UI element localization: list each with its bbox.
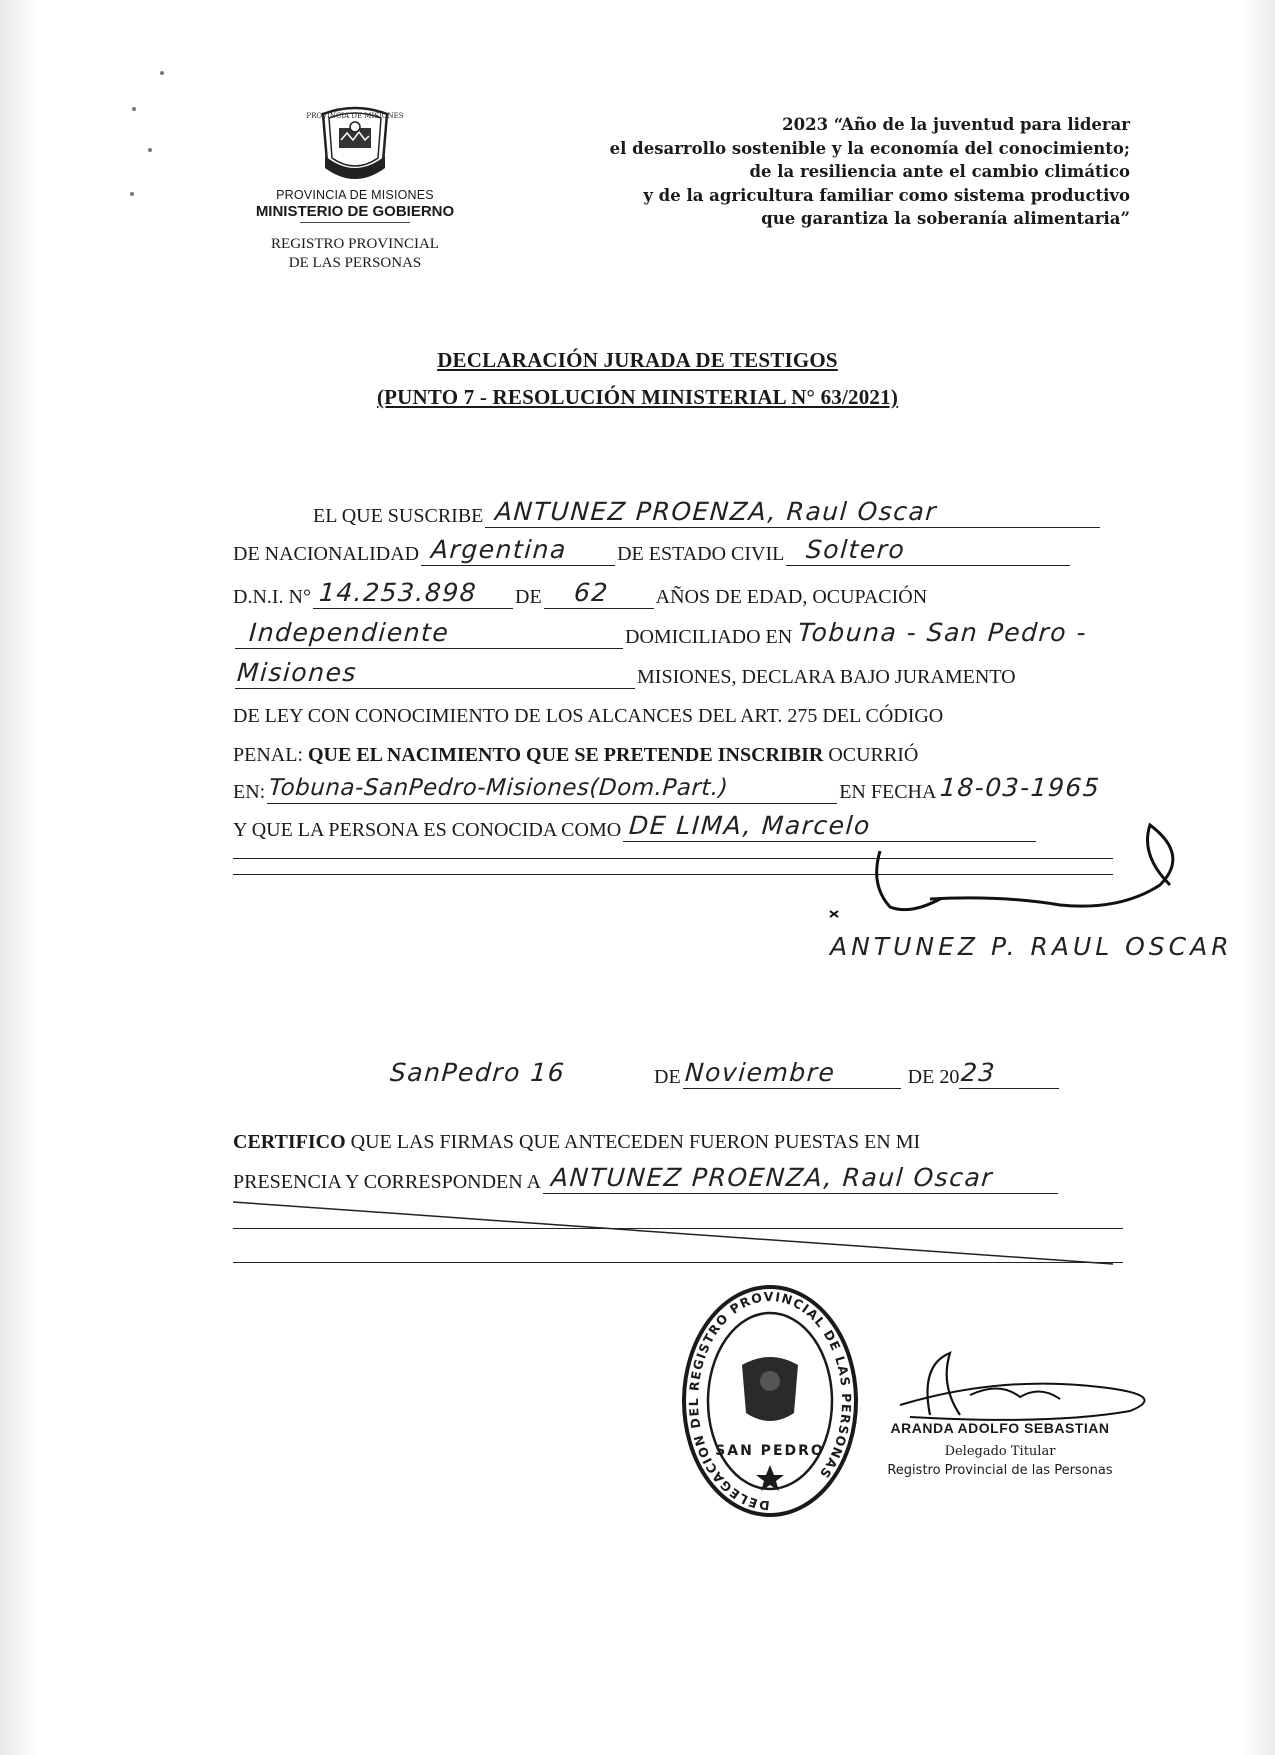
delegate-block [850, 1420, 1150, 1478]
scan-speck [160, 71, 164, 75]
declarant-name-field[interactable]: ANTUNEZ PROENZA, Raul Oscar [485, 497, 1100, 528]
birth-statement-row: PENAL: QUE EL NACIMIENTO QUE SE PRETENDE INSCRIBIR OCURRIÓ [233, 744, 919, 766]
birth-place-row: EN: Tobuna-SanPedro-Misiones(Dom.Part.) EN FECHA 18-03-1965 [233, 770, 1120, 804]
legal-text-row: DE LEY CON CONOCIMIENTO DE LOS ALCANCES DEL ART. 275 DEL CÓDIGO [233, 705, 944, 727]
scan-speck [132, 107, 136, 111]
cancel-stroke-icon [233, 1200, 1123, 1270]
delegate-office: Registro Provincial de las Personas [887, 1463, 1113, 1478]
scan-speck [130, 192, 134, 196]
certified-name-row: PRESENCIA Y CORRESPONDEN A ANTUNEZ PROENZA, Raul Oscar [233, 1160, 1060, 1194]
delegate-signature-icon [850, 1345, 1180, 1425]
certified-name-field[interactable]: ANTUNEZ PROENZA, Raul Oscar [543, 1163, 1058, 1194]
document-title: DECLARACIÓN JURADA DE TESTIGOS [437, 348, 838, 372]
declarant-name-row: EL QUE SUSCRIBE ANTUNEZ PROENZA, Raul Oscar [313, 494, 1102, 528]
svg-text:DELEGACION DEL REGISTRO PROVIN: DELEGACION DEL REGISTRO PROVINCIAL DE LAS PERSONAS [686, 1288, 855, 1514]
year-motto: 2023 “Año de la juventud para liderar el desarrollo sostenible y la economía del conocimiento; de la resiliencia ante el cambio climático y de la agricultura familiar como sistema productivo que garantiza la soberanía alimentaria” [609, 115, 1130, 228]
province-name: PROVINCIA DE MISIONES [276, 188, 434, 202]
date-row: SanPedro 16 DE Noviembre DE 20 23 [380, 1055, 1061, 1089]
nationality-row: DE NACIONALIDAD Argentina DE ESTADO CIVIL Soltero [233, 532, 1072, 566]
birth-date-field[interactable]: 18-03-1965 [939, 773, 1102, 802]
civil-status-field[interactable]: Soltero [786, 535, 1070, 566]
declarant-signature-icon [820, 815, 1220, 925]
scan-speck [148, 148, 152, 152]
birth-place-field[interactable]: Tobuna-SanPedro-Misiones(Dom.Part.) [267, 773, 837, 804]
known-as-row: Y QUE LA PERSONA ES CONOCIDA COMO DE LIMA, Marcelo [233, 808, 1038, 842]
month-field[interactable]: Noviembre [683, 1058, 901, 1089]
registry-name: REGISTRO PROVINCIAL DE LAS PERSONAS [271, 236, 439, 271]
document-subtitle: (PUNTO 7 - RESOLUCIÓN MINISTERIAL N° 63/2021) [376, 385, 899, 409]
certification-row: CERTIFICO QUE LAS FIRMAS QUE ANTECEDEN FUERON PUESTAS EN MI [233, 1131, 921, 1153]
province-seal-icon [305, 100, 405, 184]
dni-row: D.N.I. N° 14.253.898 DE 62 AÑOS DE EDAD, OCUPACIÓN [233, 578, 928, 608]
ministry-name: MINISTERIO DE GOBIERNO [255, 203, 455, 220]
address-field-b[interactable]: Misiones [235, 658, 635, 689]
occupation-field[interactable]: Independiente [235, 618, 623, 649]
age-field[interactable]: 62 [544, 578, 654, 609]
svg-text:PROVINCIA DE MISIONES: PROVINCIA DE MISIONES [306, 112, 404, 120]
header-divider [300, 222, 410, 223]
delegate-role: Delegado Titular [944, 1444, 1056, 1459]
address-field-a[interactable]: Tobuna - San Pedro - [797, 618, 1089, 647]
known-as-field[interactable]: DE LIMA, Marcelo [623, 811, 1036, 842]
stamp-city: SAN PEDRO [715, 1443, 825, 1459]
nationality-field[interactable]: Argentina [421, 535, 615, 566]
occupation-address-row: Independiente DOMICILIADO EN Tobuna - San Pedro - [233, 615, 1126, 649]
address-row-b: Misiones MISIONES, DECLARA BAJO JURAMENTO [236, 658, 1016, 688]
registry-stamp-icon [680, 1283, 860, 1523]
place-day-field[interactable]: SanPedro 16 [389, 1058, 567, 1087]
year-field[interactable]: 23 [959, 1058, 1059, 1089]
declarant-printed-name: ANTUNEZ P. RAUL OSCAR [830, 932, 1233, 961]
dni-field[interactable]: 14.253.898 [313, 578, 513, 609]
delegate-name: ARANDA ADOLFO SEBASTIAN [890, 1420, 1110, 1436]
